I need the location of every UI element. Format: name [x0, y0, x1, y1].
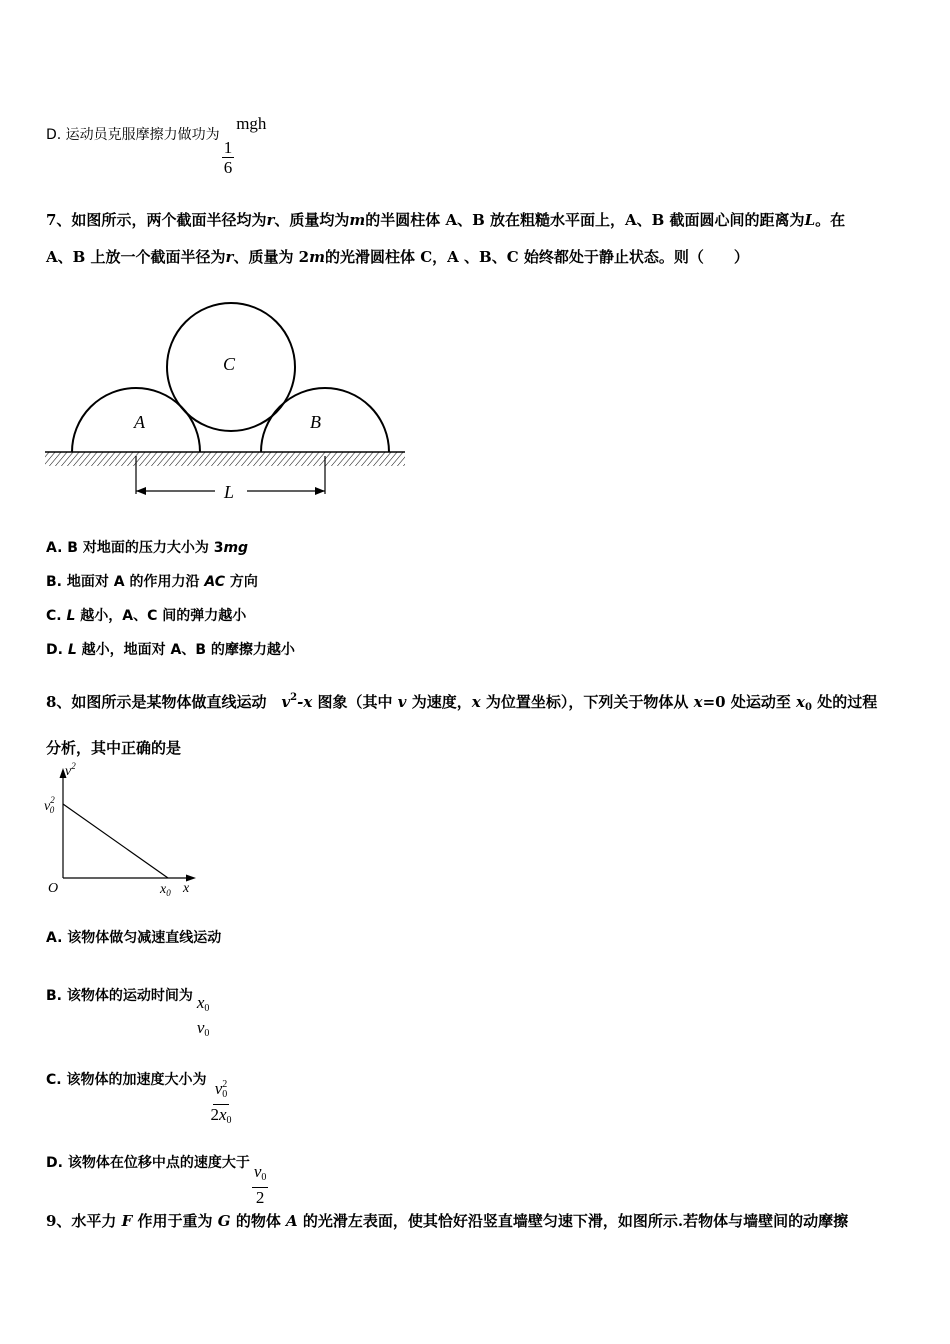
option-text: B. 该物体的运动时间为 [46, 988, 193, 1004]
option-var: AC [204, 574, 226, 590]
var-m: m [349, 211, 366, 229]
subscript: 0 [226, 1115, 232, 1126]
q8-text: 处运动至 [725, 693, 797, 711]
q7-stem-line1 [46, 210, 845, 230]
subscript: 0 [204, 1003, 210, 1014]
frac-numerator: 1 [223, 138, 233, 157]
q8-text: 为速度， [406, 693, 472, 711]
option-text: A. 该物体做匀减速直线运动 [46, 930, 222, 946]
coef: 2 [210, 1105, 219, 1124]
q6-option-d [46, 114, 266, 177]
frac-numerator [195, 993, 212, 1018]
q9-text: 9、水平力 [46, 1212, 122, 1230]
q8-text: 处的过程 [811, 693, 878, 711]
q7-text: A、B 上放一个截面半径为 [46, 248, 226, 266]
var-a: A [286, 1212, 298, 1230]
q8-stem-line2 [46, 738, 181, 758]
q8-option-c [46, 1070, 236, 1130]
q8-stem-line1 [46, 688, 877, 718]
label-b: B [310, 412, 321, 432]
var-r: r [266, 211, 275, 229]
var-v: v [196, 1018, 205, 1037]
half-cylinder-b [261, 388, 389, 452]
q7-text: 、质量为 2 [233, 248, 310, 266]
q7-option-a [46, 538, 248, 558]
label-a: A [134, 412, 145, 432]
var-v: v [281, 693, 291, 711]
q9-text: 的光滑左表面，使其恰好沿竖直墙壁匀速下滑，如图所示.若物体与墙壁间的动摩擦 [297, 1212, 849, 1230]
q9-text: 作用于重为 [132, 1212, 218, 1230]
q8-text: 8、如图所示是某物体做直线运动 [46, 693, 282, 711]
option-suffix: 越小，地面对 A、B 的摩擦力越小 [76, 642, 295, 658]
var-g: G [217, 1212, 231, 1230]
var-x: x [218, 1105, 227, 1124]
option-text: C. 该物体的加速度大小为 [46, 1072, 207, 1088]
q7-text: 7、如图所示，两个截面半径均为 [46, 211, 267, 229]
arrow-right [315, 487, 325, 495]
q7-option-d [46, 640, 295, 660]
q8-option-b [46, 986, 213, 1043]
mgh-text: mgh [236, 114, 267, 133]
var-m: m [309, 248, 325, 266]
label-l: L [224, 482, 235, 502]
fraction-v0-over-2 [252, 1162, 269, 1207]
option-suffix: 越小，A、C 间的弹力越小 [75, 608, 247, 624]
q7-text: 的半圆柱体 A、B 放在粗糙水平面上，A、B 截面圆心间的距离为 [365, 211, 805, 229]
frac-numerator [252, 1162, 269, 1188]
q7-text: 的光滑圆柱体 C，A 、B、C 始终都处于静止状态。则（ ） [325, 248, 749, 266]
option-var: mg [223, 540, 249, 556]
option-prefix: C. [46, 608, 67, 624]
q6-option-d-text: D. 运动员克服摩擦力做功为 [46, 127, 220, 143]
subscript: 0 [261, 1172, 267, 1183]
subscript: 0 [204, 1028, 210, 1039]
var-x: x [196, 993, 205, 1012]
v0-label: $v^2$ 0 [44, 795, 55, 815]
frac-denominator: 6 [223, 158, 233, 177]
frac-numerator [213, 1075, 230, 1105]
q8-text: =0 [702, 693, 726, 711]
frac-denominator: 2 [255, 1188, 265, 1207]
fraction-one-sixth [222, 138, 235, 177]
superscript: 2 [222, 1079, 228, 1090]
fraction-x0-over-v0 [195, 993, 212, 1043]
label-c: C [223, 354, 236, 374]
q8-text: 为位置坐标），下列关于物体从 [480, 693, 694, 711]
var-x: -x [297, 693, 313, 711]
subscript: 0 [222, 1089, 228, 1100]
q8-option-a [46, 928, 221, 948]
v2-x-line [63, 804, 168, 878]
var-x: x [471, 693, 481, 711]
q8-v2-x-graph [40, 762, 200, 900]
var-v: v [253, 1162, 262, 1181]
q9-stem [46, 1211, 848, 1231]
x0-label: $x_0$ [160, 882, 171, 898]
q7-option-c [46, 606, 246, 626]
ground-hatch [45, 452, 405, 466]
subscript: 0 [805, 702, 812, 713]
q7-stem-line2 [46, 247, 749, 267]
q8-text: 分析，其中正确的是 [46, 739, 182, 757]
option-var: L [67, 642, 77, 658]
q7-option-b [46, 572, 258, 592]
var-v: v [397, 693, 407, 711]
var-f: F [121, 1212, 133, 1230]
x-label: x [183, 881, 190, 896]
option-prefix: B. 地面对 A 的作用力沿 [46, 574, 205, 590]
option-prefix: A. B 对地面的压力大小为 3 [46, 540, 224, 556]
q8-option-d [46, 1153, 270, 1207]
var-r: r [225, 248, 234, 266]
option-prefix: D. [46, 642, 68, 658]
frac-denominator [195, 1018, 212, 1043]
fraction-v0sq-over-2x0 [208, 1075, 233, 1130]
q7-text: 、质量均为 [274, 211, 350, 229]
var-l: L [804, 211, 816, 229]
origin-label: O [48, 881, 59, 896]
option-text: D. 该物体在位移中点的速度大于 [46, 1155, 250, 1171]
var-x: x [796, 693, 805, 711]
q7-text: 。在 [815, 211, 846, 229]
option-suffix: 方向 [225, 574, 258, 590]
q9-text: 的物体 [230, 1212, 287, 1230]
q7-cylinders-figure [40, 298, 410, 508]
q8-text: 图象（其中 [312, 693, 398, 711]
y-label: $v^2$ [65, 762, 76, 779]
var-x: x [693, 693, 703, 711]
superscript: 2 [290, 692, 298, 703]
frac-denominator [208, 1105, 233, 1130]
arrow-left [136, 487, 146, 495]
option-var: L [66, 608, 76, 624]
var-v: v [214, 1079, 223, 1098]
